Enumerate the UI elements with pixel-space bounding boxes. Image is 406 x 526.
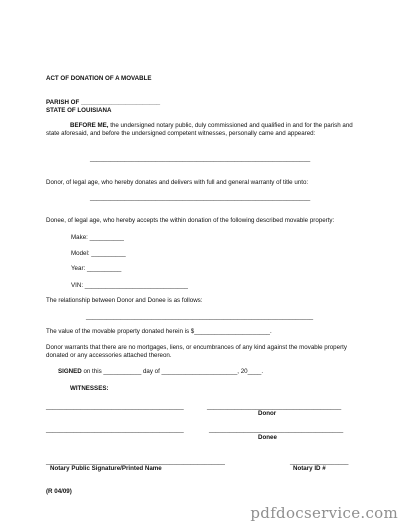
before-me-paragraph: [46, 122, 356, 138]
donee-label: Donee: [258, 434, 277, 441]
before-me-text: the undersigned notary public, duly commissioned and qualified in and for the parish and state aforesaid, and before the undersigned competent witnesses, personally came and appeared:: [46, 122, 353, 137]
parish-line: PARISH OF _______________________: [46, 99, 161, 106]
state-line: STATE OF LOUISIANA: [46, 107, 112, 114]
donee-name-line: ________________________________________________________________: [90, 194, 311, 201]
signed-text: on this ___________ day of ______________________, 20____.: [81, 368, 264, 375]
witnesses-heading: WITNESSES:: [70, 385, 109, 392]
donor-signature-line: _______________________________________: [207, 403, 342, 410]
witness-1-signature-line: ________________________________________: [46, 403, 184, 410]
notary-signature-label: Notary Public Signature/Printed Name: [50, 465, 162, 472]
notary-signature-line: ____________________________________________________: [46, 458, 225, 465]
model-field: Model: __________: [71, 250, 126, 257]
warranty-paragraph: Donor warrants that there are no mortgages, liens, or encumbrances of any kind against the movable property donated or any accessories attached thereon.: [46, 344, 347, 359]
witness-2-signature-line: ________________________________________: [46, 426, 184, 433]
before-me-lead: BEFORE ME,: [70, 122, 109, 129]
notary-id-line: _________________: [290, 458, 349, 465]
year-field: Year: __________: [71, 265, 122, 272]
watermark-text: pdfdocservice.com: [250, 504, 398, 522]
vin-field: VIN: ______________________________: [71, 282, 188, 289]
relationship-paragraph: The relationship between Donor and Donee is as follows:: [46, 297, 203, 304]
donor-name-line: ________________________________________________________________: [90, 155, 311, 162]
donor-paragraph: Donor, of legal age, who hereby donates and delivers with full and general warranty of title unto:: [46, 179, 309, 186]
donor-label: Donor: [258, 410, 277, 417]
notary-id-label: Notary ID #: [293, 465, 326, 472]
relationship-line: __________________________________________________________________: [86, 313, 314, 320]
signed-paragraph: [58, 368, 263, 376]
make-field: Make: __________: [71, 234, 124, 241]
value-paragraph: The value of the movable property donated herein is $______________________.: [46, 328, 272, 335]
donee-paragraph: Donee, of legal age, who hereby accepts the within donation of the following described movable property:: [46, 217, 335, 224]
revision-code: (R 04/09): [46, 488, 72, 495]
document-title: ACT OF DONATION OF A MOVABLE: [46, 75, 152, 82]
donee-signature-line: _______________________________________: [209, 426, 344, 433]
signed-lead: SIGNED: [58, 368, 82, 375]
